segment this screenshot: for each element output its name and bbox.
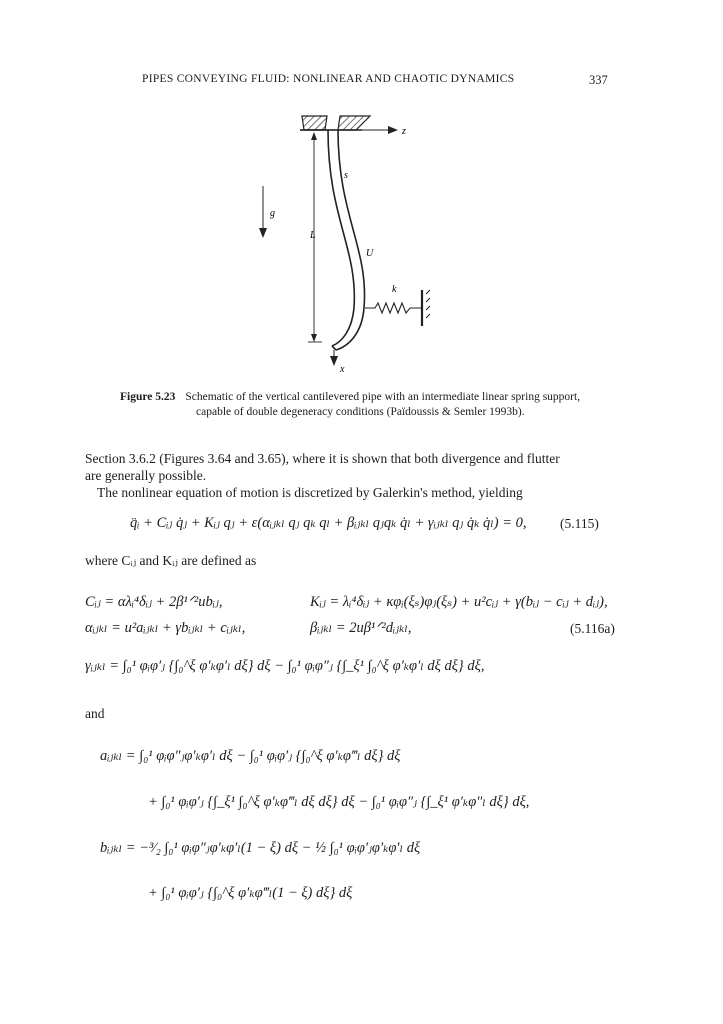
equation-K-def: Kᵢⱼ = λᵢ⁴δᵢⱼ + κφᵢ(ξₛ)φⱼ(ξₛ) + u²cᵢⱼ + γ(bᵢⱼ − cᵢⱼ + dᵢⱼ), [310,594,608,610]
paragraph-1 [85,450,645,501]
page-number: 337 [589,73,608,87]
gravity-arrow [259,186,267,238]
label-L: L [310,230,316,241]
caption-line-2: capable of double degeneracy conditions (Païdoussis & Semler 1993b). [196,406,525,418]
x-axis-arrow [330,350,338,366]
pipe [328,130,365,350]
caption-label: Figure 5.23 [120,391,176,403]
spring [365,290,430,326]
equation-5-115-number: (5.115) [560,516,599,531]
pipe-schematic-figure [230,108,470,378]
equation-beta-def: βᵢⱼₖₗ = 2uβ¹ᐟ²dᵢⱼₖₗ, [310,620,412,636]
where-defs-line: where Cᵢⱼ and Kᵢⱼ are defined as [85,553,257,568]
clamped-support [300,116,370,130]
equation-C-def: Cᵢⱼ = αλᵢ⁴δᵢⱼ + 2β¹ᐟ²ubᵢⱼ, [85,594,223,610]
caption-line-1: Schematic of the vertical cantilevered pipe with an intermediate linear spring support, [185,391,581,403]
paragraph-1-line-2: are generally possible. [85,468,207,483]
equation-a-def-line-2: + ∫₀¹ φᵢφ′ⱼ {∫_ξ¹ ∫₀^ξ φ′ₖφ‴ₗ dξ dξ} dξ − ∫₀¹ φᵢφ″ⱼ {∫_ξ¹ φ′ₖφ″ₗ dξ} dξ, [148,794,530,810]
label-s: s [344,170,348,181]
paragraph-2: The nonlinear equation of motion is discretized by Galerkin's method, yielding [97,485,523,500]
label-x: x [340,364,345,375]
paragraph-1-line-1: Section 3.6.2 (Figures 3.64 and 3.65), where it is shown that both divergence and flutter [85,451,560,466]
label-g: g [270,208,275,219]
running-header [0,73,723,93]
equation-b-def-line-1: bᵢⱼₖₗ = −³⁄₂ ∫₀¹ φᵢφ″ⱼφ′ₖφ′ₗ(1 − ξ) dξ − ½ ∫₀¹ φᵢφ′ⱼφ′ₖφ′ₗ dξ [100,840,421,856]
label-U: U [366,248,374,259]
running-title: PIPES CONVEYING FLUID: NONLINEAR AND CHAOTIC DYNAMICS [142,73,515,85]
equation-alpha-def: αᵢⱼₖₗ = u²aᵢⱼₖₗ + γbᵢⱼₖₗ + cᵢⱼₖₗ, [85,620,246,636]
and-text: and [85,706,105,721]
label-z: z [402,126,406,137]
equation-a-def-line-1: aᵢⱼₖₗ = ∫₀¹ φᵢφ″ⱼφ′ₖφ′ₗ dξ − ∫₀¹ φᵢφ′ⱼ {∫₀^ξ φ′ₖφ‴ₗ dξ} dξ [100,748,401,764]
equation-5-116a-number: (5.116a) [570,621,615,636]
equation-5-115: q̈ᵢ + Cᵢⱼ q̇ⱼ + Kᵢⱼ qⱼ + ε(αᵢⱼₖₗ qⱼ qₖ qₗ + βᵢⱼₖₗ qⱼqₖ q̇ₗ + γᵢⱼₖₗ qⱼ q̇ₖ q̇ₗ) = 0, [130,515,527,531]
figure-caption [120,390,620,420]
equation-gamma-def: γᵢⱼₖₗ = ∫₀¹ φᵢφ′ⱼ {∫₀^ξ φ′ₖφ′ₗ dξ} dξ − ∫₀¹ φᵢφ″ⱼ {∫_ξ¹ ∫₀^ξ φ′ₖφ′ₗ dξ dξ} dξ, [85,658,485,674]
equation-b-def-line-2: + ∫₀¹ φᵢφ′ⱼ {∫₀^ξ φ′ₖφ‴ₗ(1 − ξ) dξ} dξ [148,885,353,901]
label-k: k [392,284,397,295]
